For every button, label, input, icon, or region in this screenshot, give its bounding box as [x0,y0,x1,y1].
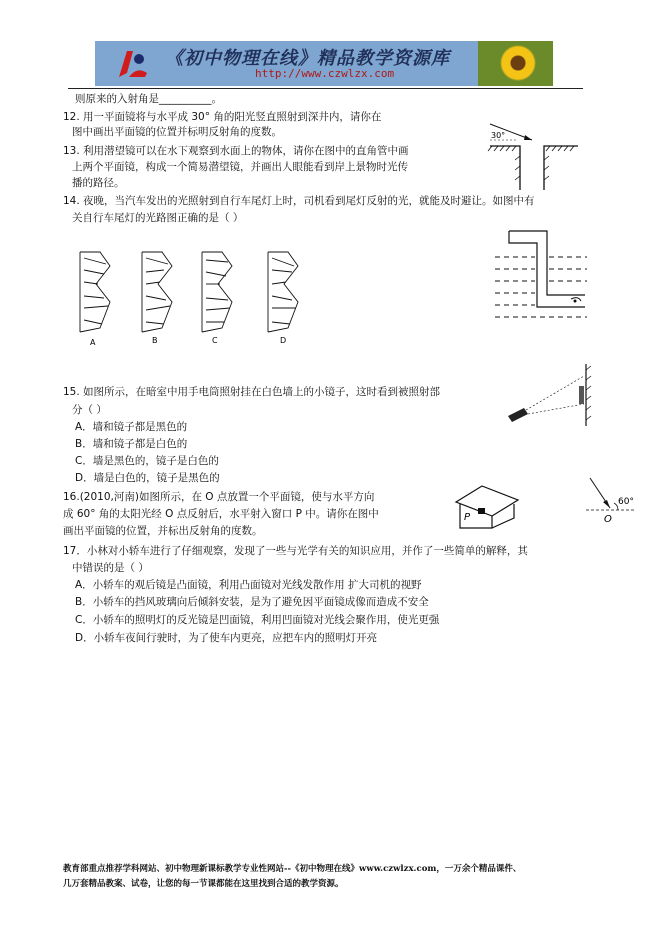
site-logo-icon [115,47,149,81]
footer-line2: 几万套精品教案、试卷，让您的每一节课都能在这里找到合适的教学资源。 [63,879,344,889]
angle-30-label: 30° [491,131,506,140]
q14-line2: 关自行车尾灯的光路图正确的是（ ） [72,212,244,224]
q17-option-d: D．小轿车夜间行驶时，为了使车内更亮，应把车内的照明灯开亮 [75,632,378,644]
q15-option-c: C．墙是黑色的，镜子是白色的 [75,455,219,467]
option-d-label: D [280,336,287,345]
q15-line1: 15. 如图所示，在暗室中用手电筒照射挂在白色墙上的小镜子，这时看到被照射部 [63,386,441,398]
site-title: 《初中物理在线》精品教学资源库 [165,48,450,69]
ray-arrow-icon [524,135,532,140]
ray-arrow-icon [603,500,610,508]
periscope-figure [495,225,590,325]
angle-60-label: 60° [618,497,634,507]
option-b-label: B [152,336,158,345]
q17-option-c: C．小轿车的照明灯的反光镜是凹面镜，利用凹面镜对光线会聚作用，使光更强 [75,614,440,626]
q17-line1: 17．小林对小轿车进行了仔细观察，发现了一些与光学有关的知识应用，并作了一些简单的解释，其 [63,545,528,557]
option-a-label: A [90,338,96,347]
q13-line3: 播的路径。 [72,177,125,189]
q15-option-d: D．墙是白色的，镜子是黑色的 [75,472,220,484]
prev-answer-line: 则原来的入射角是__________。 [75,93,222,105]
q13-line1: 13. 利用潜望镜可以在水下观察到水面上的物体，请你在图中的直角管中画 [63,145,409,157]
option-c-diagram [202,252,232,332]
point-o-figure [582,474,637,529]
option-d-diagram [268,252,298,332]
option-a-diagram [80,252,110,332]
option-c-label: C [212,336,218,345]
q17-option-a: A．小轿车的观后镜是凸面镜，利用凸面镜对光线发散作用 扩大司机的视野 [75,579,422,591]
well-sunlight-figure [482,110,582,195]
point-o-label: O [604,514,612,525]
flashlight-mirror-figure [500,360,595,430]
window-p-label: P [464,512,471,523]
site-url[interactable]: http://www.czwlzx.com [255,67,395,80]
q15-option-b: B．墙和镜子都是白色的 [75,438,188,450]
q15-line2: 分（ ） [72,404,107,416]
q12-line2: 图中画出平面镜的位置并标明反射角的度数。 [72,126,282,138]
header-banner [95,41,553,86]
q16-line2: 成 60° 角的太阳光经 O 点反射后，水平射入窗口 P 中。请你在图中 [63,508,379,520]
q14-line1: 14. 夜晚，当汽车发出的光照射到自行车尾灯上时，司机看到尾灯反射的光，就能及时避让。如图中有 [63,195,535,207]
q12-line1: 12. 用一平面镜将与水平成 30° 角的阳光竖直照射到深井内，请你在 [63,111,382,123]
q16-line3: 画出平面镜的位置，并标出反射角的度数。 [63,525,263,537]
footer-line1: 教育部重点推荐学科网站、初中物理新课标教学专业性网站--《初中物理在线》www.czwlzx.com，一万余个精品课件、 [63,864,522,874]
q13-line2: 上两个平面镜，构成一个简易潜望镜，并画出人眼能看到岸上景物时光传 [72,161,408,173]
q17-line2: 中错误的是（ ） [72,562,149,574]
window [478,508,485,514]
flashlight-icon [508,408,528,422]
q17-option-b: B．小轿车的挡风玻璃向后倾斜安装，是为了避免因平面镜成像而造成不安全 [75,596,429,608]
q16-line1: 16.(2010,河南)如图所示，在 O 点放置一个平面镜，使与水平方向 [63,491,375,503]
house-figure [452,482,522,532]
mirror [579,386,584,404]
tail-light-options-figure [70,242,340,352]
sunflower-image [478,41,553,86]
header-divider [68,88,583,89]
q15-option-a: A．墙和镜子都是黑色的 [75,421,188,433]
option-b-diagram [142,252,172,332]
